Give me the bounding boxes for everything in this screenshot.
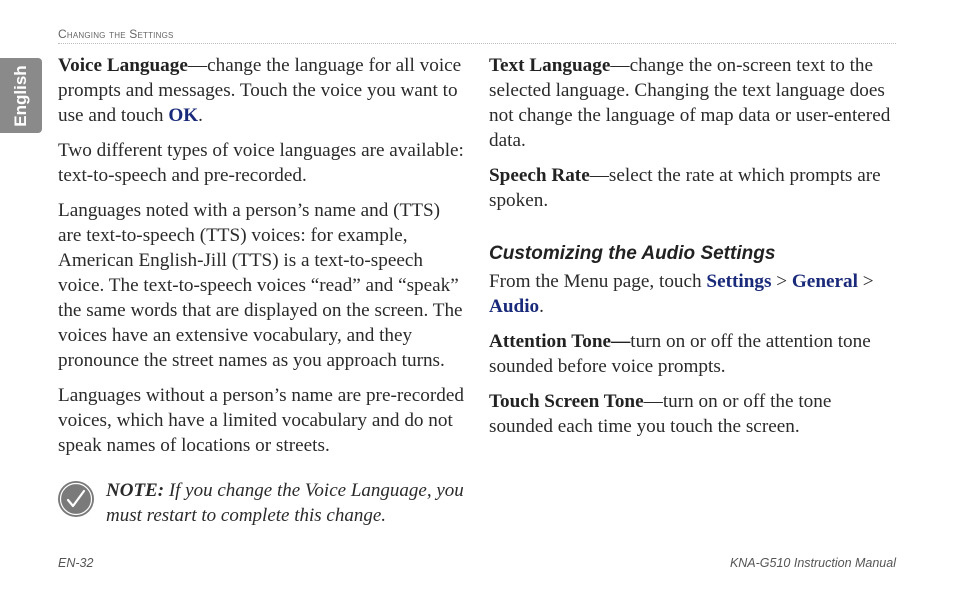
voice-language-end: . [198, 105, 203, 126]
settings-link: Settings [706, 271, 772, 292]
manual-title: KNA-G510 Instruction Manual [729, 556, 896, 570]
voice-language-term: Voice Language [58, 55, 188, 76]
speech-rate-text: —select the rate at which prompts are spoken. [489, 165, 881, 211]
page-number: EN-32 [58, 556, 94, 570]
voice-language-paragraph [58, 53, 468, 128]
left-column [58, 53, 468, 468]
audio-settings-heading: Customizing the Audio Settings [489, 243, 776, 264]
running-header: Changing the Settings [58, 27, 896, 44]
attention-tone-term: Attention Tone— [489, 331, 631, 352]
voice-language-text: —change the language for all voice prompts and messages. Touch the voice you want to use and touch [58, 55, 462, 126]
speech-rate-paragraph [489, 163, 899, 213]
language-side-tab [0, 58, 42, 133]
path-separator: > [857, 271, 874, 292]
note-label: NOTE: [106, 480, 165, 501]
side-tab-label: English [11, 64, 30, 127]
text-language-term: Text Language [489, 55, 611, 76]
speech-rate-term: Speech Rate [489, 165, 590, 186]
general-link: General [791, 271, 858, 292]
audio-path-suffix: . [539, 296, 544, 317]
audio-path-paragraph [489, 269, 899, 319]
touch-screen-tone-paragraph [489, 389, 899, 439]
ok-button-label: OK [168, 105, 199, 126]
attention-tone-paragraph [489, 329, 899, 379]
attention-tone-text: turn on or off the attention tone sounded before voice prompts. [489, 331, 871, 377]
audio-path-prefix: From the Menu page, touch [489, 271, 707, 292]
right-column [489, 53, 899, 449]
text-language-paragraph [489, 53, 899, 153]
voice-types-paragraph: Two different types of voice languages are available: text-to-speech and pre-recorded. [58, 140, 464, 186]
audio-link: Audio [489, 296, 540, 317]
prerecorded-paragraph: Languages without a person’s name are pre-recorded voices, which have a limited vocabulary and do not speak names of locations or streets. [58, 385, 464, 456]
touch-screen-tone-text: —turn on or off the tone sounded each time you touch the screen. [489, 391, 832, 437]
checkmark-pen-icon [58, 481, 94, 517]
note-text [106, 478, 466, 528]
text-language-text: —change the on-screen text to the selected language. Changing the text language does not change the language of map data or user-entered data. [489, 55, 891, 151]
touch-screen-tone-term: Touch Screen Tone [489, 391, 644, 412]
note-body: If you change the Voice Language, you must restart to complete this change. [106, 480, 464, 526]
tts-paragraph: Languages noted with a person’s name and (TTS) are text-to-speech (TTS) voices: for example, American English-Jill (TTS) is a text-to-speech voice. The text-to-speech voices “read” and “speak” the same words that are displayed on the screen. The voices have an extensive vocabulary, and they pronounce the street names as you approach turns. [58, 200, 463, 371]
path-separator: > [771, 271, 792, 292]
